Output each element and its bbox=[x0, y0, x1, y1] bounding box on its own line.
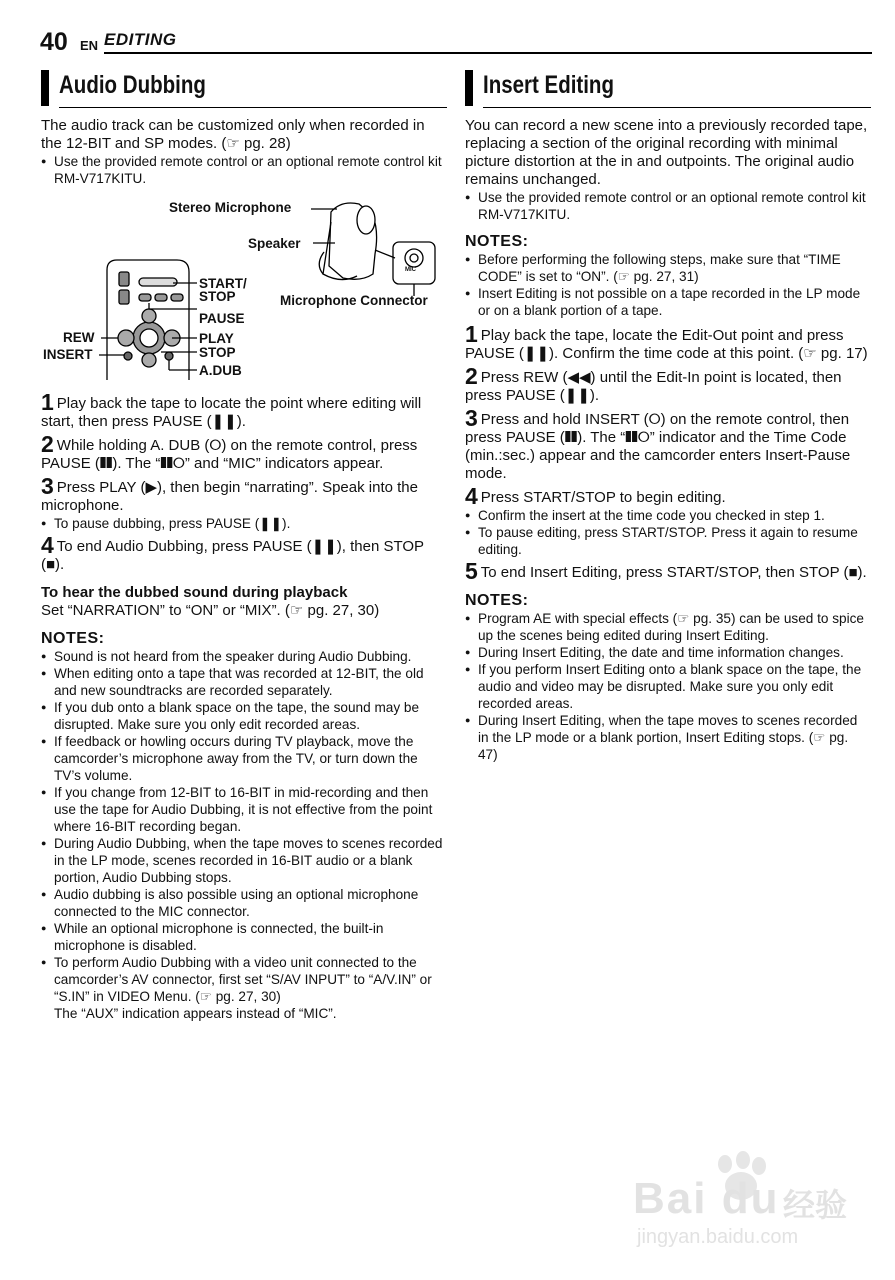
insert-step-4: 4 Press START/STOP to begin editing. bbox=[465, 483, 726, 509]
audio-step-3: 3 Press PLAY (▶), then begin “narrating”. Speak into the microphone. bbox=[41, 473, 418, 514]
label-stereo-microphone: Stereo Microphone bbox=[169, 200, 292, 215]
insert-step-4-bullet: ● To pause editing, press START/STOP. Press it again to resume editing. bbox=[465, 524, 871, 558]
remote-diagram bbox=[41, 192, 447, 388]
label-insert: INSERT bbox=[43, 347, 93, 362]
label-pause: PAUSE bbox=[199, 311, 245, 326]
insert-step-1: 1 Play back the tape, locate the Edit-Out point and press PAUSE (❚❚). Confirm the time code at this point. (☞ pg. 17) bbox=[465, 321, 868, 362]
audio-notes-list bbox=[41, 648, 447, 1022]
insert-remote-bullet: ● Use the provided remote control or an optional remote control kit RM-V717KITU. bbox=[465, 189, 871, 223]
baidu-watermark bbox=[633, 1150, 863, 1250]
audio-note: ● If feedback or howling occurs during TV playback, move the camcorder’s microphone away from the TV, or turn down the TV’s volume. bbox=[41, 733, 447, 784]
label-stop: STOP bbox=[199, 345, 236, 360]
language-code: EN bbox=[80, 38, 99, 53]
header-rule bbox=[104, 52, 872, 54]
page-number: 40 bbox=[40, 28, 68, 56]
audio-note: ● During Audio Dubbing, when the tape moves to scenes recorded in the LP mode, scenes recorded in 16-BIT audio or a blank portion, Audio Dubbing stops. bbox=[41, 835, 447, 886]
audio-step-2: 2 While holding A. DUB (⭘) on the remote control, press PAUSE (❚❚). The “❚❚⭘” and “MIC” indicators appear. bbox=[41, 431, 418, 472]
watermark-cn: 经验 bbox=[783, 1187, 848, 1223]
insert-note: ● If you perform Insert Editing onto a blank space on the tape, the audio and video may be disrupted. Make sure you only edit recorded areas. bbox=[465, 661, 871, 712]
hear-dubbed-text: Set “NARRATION” to “ON” or “MIX”. (☞ pg. 27, 30) bbox=[41, 602, 380, 619]
audio-note: ● While an optional microphone is connected, the built-in microphone is disabled. bbox=[41, 920, 447, 954]
audio-step-1: 1 Play back the tape to locate the point where editing will start, then press PAUSE (❚❚). bbox=[41, 389, 422, 430]
watermark-url: jingyan.baidu.com bbox=[637, 1226, 799, 1248]
audio-note: ● If you dub onto a blank space on the tape, the sound may be disrupted. Make sure you only edit recorded areas. bbox=[41, 699, 447, 733]
insert-note: ● Before performing the following steps, make sure that “TIME CODE” is set to “ON”. (☞ pg. 27, 31) bbox=[465, 251, 871, 285]
audio-note: ● Sound is not heard from the speaker during Audio Dubbing. bbox=[41, 648, 447, 665]
label-microphone-connector: Microphone Connector bbox=[280, 293, 428, 308]
audio-dubbing-steps bbox=[41, 389, 447, 1022]
label-play: PLAY bbox=[199, 331, 234, 346]
insert-step-2: 2 Press REW (◀◀) until the Edit-In point is located, then press PAUSE (❚❚). bbox=[465, 363, 842, 404]
audio-step-3-bullet: ● To pause dubbing, press PAUSE (❚❚). bbox=[41, 515, 447, 532]
label-rew: REW bbox=[63, 330, 95, 345]
insert-note: ● During Insert Editing, when the tape moves to scenes recorded in the LP mode or a blank portion, Insert Editing stops. (☞ pg. 47) bbox=[465, 712, 871, 763]
insert-intro: You can record a new scene into a previously recorded tape, replacing a section of the original recording with minimal picture distortion at the in and outpoints. The original audio remains unchanged. bbox=[465, 117, 868, 188]
label-mic-port: MIC bbox=[405, 267, 416, 273]
insert-editing-content bbox=[465, 117, 871, 763]
audio-note: ● To perform Audio Dubbing with a video unit connected to the camcorder’s AV connector, first set “S/AV INPUT” to “A/V.IN” or “S.IN” in VIDEO Menu. (☞ pg. 27, 30) The “AUX” indication appears instead of “MIC”. bbox=[41, 954, 447, 1022]
section-title: EDITING bbox=[104, 30, 177, 49]
audio-dubbing-remote-bullet: ● Use the provided remote control or an optional remote control kit RM-V717KITU. bbox=[41, 153, 447, 187]
page-header bbox=[40, 26, 872, 56]
audio-note: ● If you change from 12-BIT to 16-BIT in mid-recording and then use the tape for Audio Dubbing, it is not effective from the point where 16-BIT recording began. bbox=[41, 784, 447, 835]
insert-step-3: 3 Press and hold INSERT (⭘) on the remote control, then press PAUSE (❚❚). The “❚❚⭘” indicator and the Time Code (min.:sec.) appear and the camcorder enters Insert-Pause mode. bbox=[465, 405, 851, 482]
audio-notes-title: NOTES: bbox=[41, 630, 105, 647]
audio-dubbing-heading: Audio Dubbing bbox=[41, 68, 447, 108]
label-start-stop: START/ STOP bbox=[199, 276, 247, 304]
hear-dubbed-title: To hear the dubbed sound during playback bbox=[41, 584, 348, 601]
audio-note: ● Audio dubbing is also possible using an optional microphone connected to the MIC connector. bbox=[41, 886, 447, 920]
insert-editing-heading: Insert Editing bbox=[465, 68, 871, 108]
insert-note: ● Program AE with special effects (☞ pg. 35) can be used to spice up the scenes being edited during Insert Editing. bbox=[465, 610, 871, 644]
audio-step-4: 4 To end Audio Dubbing, press PAUSE (❚❚), then STOP (■). bbox=[41, 532, 424, 573]
audio-note: ● When editing onto a tape that was recorded at 12-BIT, the old and new soundtracks are recorded separately. bbox=[41, 665, 447, 699]
insert-note: ● Insert Editing is not possible on a tape recorded in the LP mode or on a blank portion of a tape. bbox=[465, 285, 871, 319]
insert-note: ● During Insert Editing, the date and time information changes. bbox=[465, 644, 871, 661]
label-adub: A.DUB bbox=[199, 363, 242, 378]
watermark-brand: Bai du bbox=[633, 1174, 780, 1223]
insert-notes2-title: NOTES: bbox=[465, 592, 529, 609]
insert-step-4-bullet: ● Confirm the insert at the time code you checked in step 1. bbox=[465, 507, 871, 524]
label-speaker: Speaker bbox=[248, 236, 301, 251]
insert-step-5: 5 To end Insert Editing, press START/STOP, then STOP (■). bbox=[465, 558, 867, 584]
audio-dubbing-intro: The audio track can be customized only when recorded in the 12-BIT and SP modes. (☞ pg. 28) bbox=[41, 117, 425, 152]
insert-notes1-title: NOTES: bbox=[465, 233, 529, 250]
